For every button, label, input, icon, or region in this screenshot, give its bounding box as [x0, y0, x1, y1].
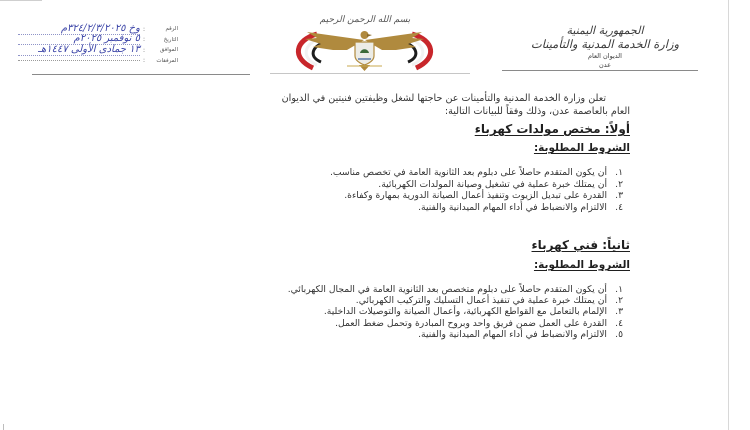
header-divider-left — [32, 74, 250, 75]
hijri-date-row: الموافق : ١٣ جمادى الأولى ١٤٤٧هـ — [18, 45, 178, 56]
list-item: ٤. القدرة على العمل ضمن فريق واحد وبروح المبادرة وتحمل ضغط العمل. — [335, 317, 623, 329]
intro-line-2: العام بالعاصمة عدن، وذلك وفقاً للبيانات التالية: — [444, 106, 630, 117]
yemen-eagle-emblem-icon — [287, 26, 442, 72]
attachments-row: المرفقات : — [18, 56, 178, 67]
header-divider-right — [502, 70, 698, 71]
hijri-date-value: ١٣ جمادى الأولى ١٤٤٧هـ — [18, 45, 140, 56]
list-item: ٣. القدرة على تبديل الزيوت وتنفيذ أعمال الصيانة الدورية بمهارة وكفاءة. — [344, 190, 623, 202]
list-item: ١. أن يكون المتقدم حاصلاً على دبلوم بعد الثانوية العامة في تخصص مناسب. — [329, 167, 623, 178]
ministry-letterhead — [530, 24, 680, 69]
date-row: التاريخ : ٥ نوفمبر ٢٠٢٥م — [18, 35, 178, 46]
scan-edge-mark — [0, 0, 42, 1]
ref-number-row: الرقم : وخ ٣٢٤/٢/٣/٢٠٢٥م — [18, 24, 178, 35]
attachments-value — [18, 60, 140, 61]
section-1-title: أولاً: مختص مولدات كهرباء — [474, 122, 630, 136]
list-item: ٢. أن يمتلك خبرة عملية في تشغيل وصيانة المولدات الكهربائية. — [378, 178, 623, 190]
department-name: الديوان العام — [588, 52, 622, 60]
attachments-label: المرفقات — [156, 57, 178, 64]
section-2-requirements — [100, 284, 630, 340]
announcement-intro — [100, 92, 630, 118]
ref-number-value: وخ ٣٢٤/٢/٣/٢٠٢٥م — [18, 24, 140, 35]
city-name: عدن — [598, 61, 612, 69]
section-2-title: ثانياً: فني كهرباء — [531, 238, 630, 252]
scan-edge-mark — [3, 424, 4, 430]
section-2-requirements-heading: الشروط المطلوبة: — [533, 259, 630, 271]
reference-block — [18, 24, 178, 66]
section-1-requirements-heading: الشروط المطلوبة: — [533, 142, 630, 154]
list-item: ٥. الالتزام والانضباط في أداء المهام الميدانية والفنية. — [418, 328, 623, 340]
list-item: ٣. الإلمام بالتعامل مع القواطع الكهربائية، وأعمال الصيانة والتوصيلات الداخلية. — [323, 306, 623, 318]
date-value: ٥ نوفمبر ٢٠٢٥م — [18, 34, 140, 45]
scan-fold-line — [728, 0, 729, 430]
country-name: الجمهورية اليمنية — [566, 24, 644, 37]
ministry-name: وزارة الخدمة المدنية والتأمينات — [530, 37, 680, 51]
ref-number-label: الرقم — [165, 26, 178, 33]
list-item: ٤. الالتزام والانضباط في أداء المهام الميدانية والفنية. — [418, 201, 623, 213]
list-item: ٢. أن يمتلك خبرة عملية في تنفيذ أعمال التسليك والتركيب الكهربائي. — [355, 295, 623, 307]
list-item: ١. أن يكون المتقدم حاصلاً على دبلوم متخصص بعد الثانوية العامة في المجال الكهربائي. — [287, 284, 623, 295]
basmala: بسم الله الرحمن الرحيم — [319, 15, 411, 25]
intro-line-1: تعلن وزارة الخدمة المدنية والتأمينات عن حاجتها لشغل وظيفتين فنيتين في الديوان — [281, 93, 606, 104]
header-divider-center — [270, 73, 470, 74]
hijri-date-label: الموافق — [160, 47, 178, 54]
date-label: التاريخ — [163, 36, 178, 43]
section-1-requirements — [230, 167, 630, 213]
